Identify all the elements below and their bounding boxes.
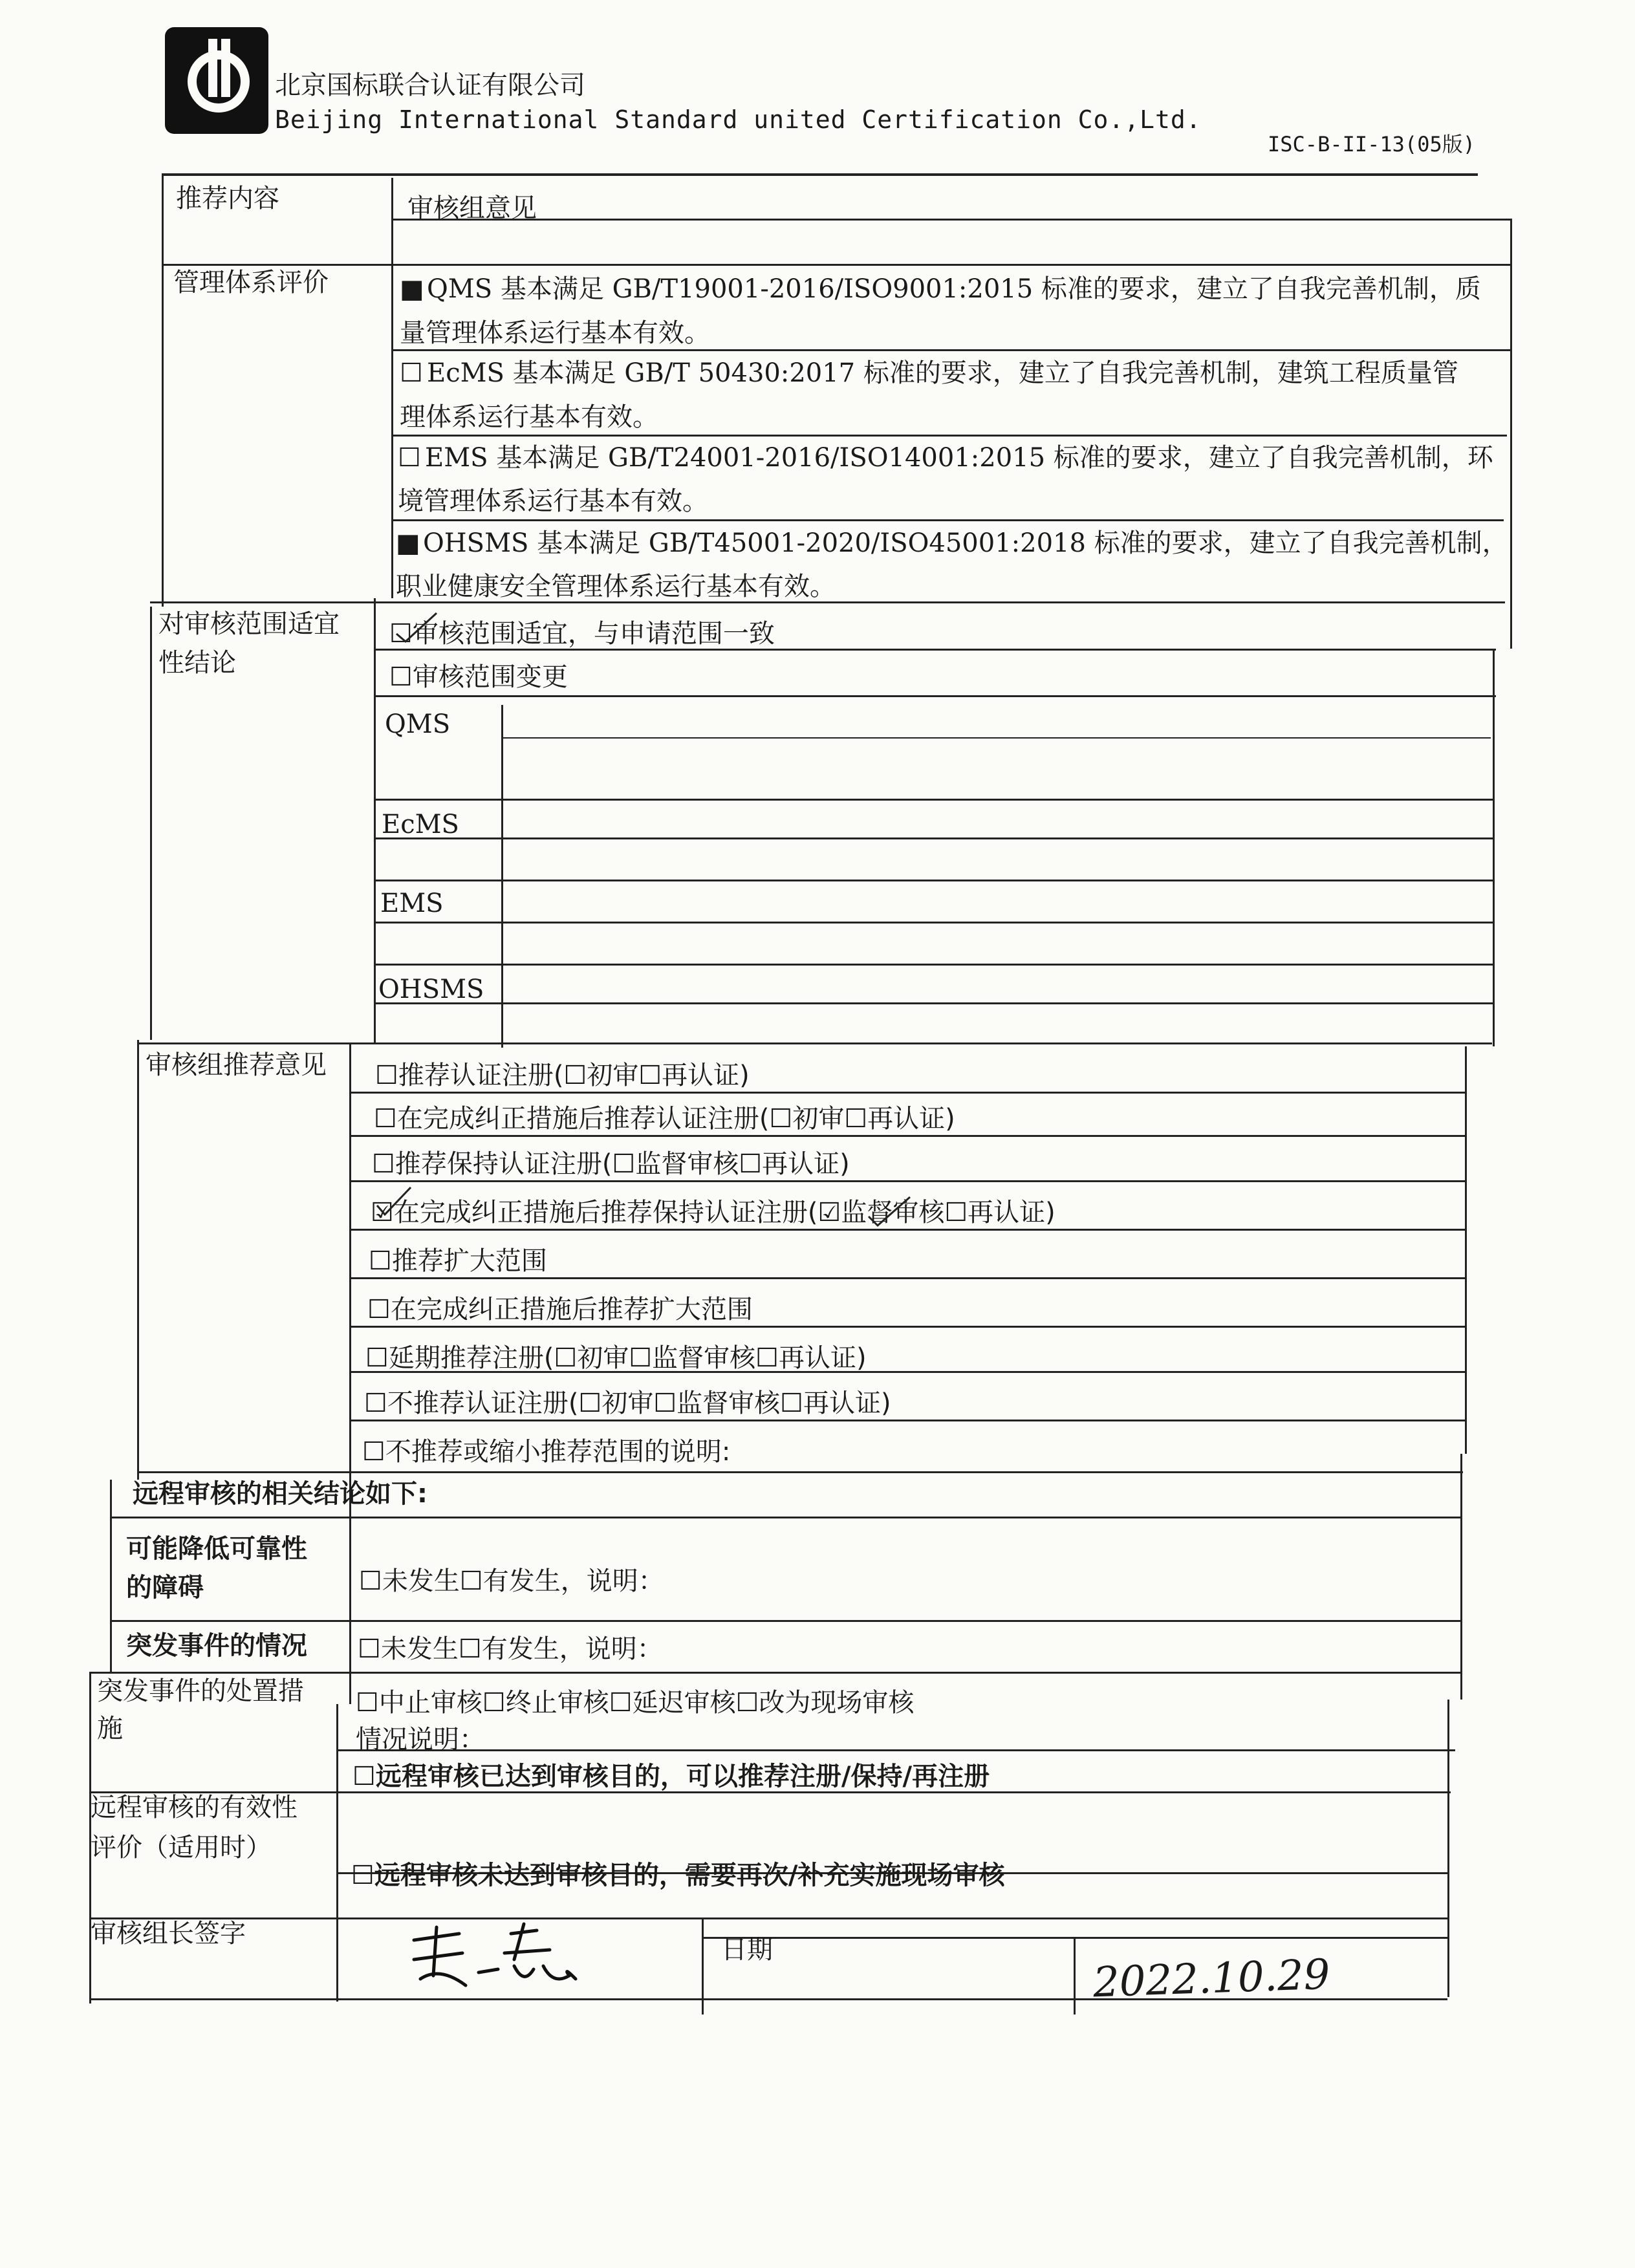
validity-not-achieved-option[interactable]: ☐远程审核未达到审核目的，需要再次/补充实施现场审核: [351, 1861, 1005, 1890]
emergency-value[interactable]: ☐未发生☐有发生，说明：: [358, 1634, 663, 1664]
emergency-label: 突发事件的情况: [126, 1631, 307, 1661]
scope-system-ems: EMS: [380, 889, 444, 918]
qms-checkbox[interactable]: ■: [400, 274, 424, 304]
scope-label-2: 性结论: [158, 648, 236, 678]
validity-achieved-option[interactable]: ☐远程审核已达到审核目的，可以推荐注册/保持/再注册: [352, 1762, 990, 1791]
check-mark-icon: [863, 1193, 915, 1232]
leader-signature: [401, 1914, 595, 2011]
scope-change-option[interactable]: ☐审核范围变更: [389, 662, 568, 692]
recommend-option-7[interactable]: ☐延期推荐注册(☐初审☐监督审核☐再认证): [365, 1343, 867, 1373]
measures-explanation: 情况说明：: [356, 1725, 485, 1755]
reduce-reliability-label-2: 的障碍: [126, 1573, 204, 1603]
mgmt-eval-label: 管理体系评价: [173, 268, 329, 297]
date-label: 日期: [721, 1935, 773, 1965]
measures-options[interactable]: ☐中止审核☐终止审核☐延迟审核☐改为现场审核: [356, 1688, 915, 1718]
qms-eval-text-2: 量管理体系运行基本有效。: [400, 318, 710, 348]
recommend-option-3[interactable]: ☐推荐保持认证注册(☐监督审核☐再认证): [372, 1149, 850, 1179]
header-rule: [162, 173, 1478, 176]
check-mark-icon: [391, 608, 443, 647]
scope-system-ohsms: OHSMS: [378, 975, 484, 1004]
scope-system-ecms: EcMS: [382, 810, 459, 839]
company-name-en: Beijing International Standard united Certification Co.,Ltd.: [275, 105, 1202, 134]
company-name-cn: 北京国标联合认证有限公司: [275, 70, 585, 100]
check-mark-icon: [372, 1183, 417, 1222]
ecms-eval-text: EcMS 基本满足 GB/T 50430:2017 标准的要求，建立了自我完善机制，建筑工程质量管: [427, 358, 1458, 388]
scope-appropriate-option[interactable]: ☐审核范围适宜，与申请范围一致: [389, 619, 775, 649]
ems-eval-text: EMS 基本满足 GB/T24001-2016/ISO14001:2015 标准的要求，建立了自我完善机制，环: [425, 443, 1493, 473]
ohsms-eval-text: OHSMS 基本满足 GB/T45001-2020/ISO45001:2018 标准的要求，建立了自我完善机制，: [423, 528, 1508, 558]
logo-bar-icon: [208, 39, 217, 97]
logo-bar-icon: [221, 39, 230, 97]
validity-label-2: 评价（适用时）: [91, 1833, 272, 1863]
recommend-option-8[interactable]: ☐不推荐认证注册(☐初审☐监督审核☐再认证): [364, 1388, 891, 1418]
ohsms-checkbox[interactable]: ■: [396, 528, 420, 558]
ohsms-eval-text-2: 职业健康安全管理体系运行基本有效。: [396, 572, 836, 601]
document-code: ISC-B-II-13(05版): [1268, 132, 1475, 157]
recommend-option-5[interactable]: ☐推荐扩大范围: [369, 1246, 547, 1276]
reduce-reliability-value[interactable]: ☐未发生☐有发生，说明：: [359, 1566, 664, 1596]
measures-label-2: 施: [97, 1714, 123, 1744]
reduce-reliability-label: 可能降低可靠性: [126, 1534, 307, 1564]
recommend-option-1[interactable]: ☐推荐认证注册(☐初审☐再认证): [375, 1061, 750, 1090]
date-value: 2022.10.29: [1092, 1950, 1331, 2007]
ecms-checkbox[interactable]: ☐: [400, 358, 423, 388]
ems-eval-text-2: 境管理体系运行基本有效。: [398, 486, 708, 516]
validity-label: 远程审核的有效性: [91, 1793, 298, 1822]
scope-system-qms: QMS: [385, 709, 451, 739]
ems-checkbox[interactable]: ☐: [398, 443, 421, 473]
logo-ring-icon: [188, 50, 250, 113]
recommend-option-4[interactable]: ☑在完成纠正措施后推荐保持认证注册(☑监督审核☐再认证): [371, 1198, 1056, 1227]
recommend-option-2[interactable]: ☐在完成纠正措施后推荐认证注册(☐初审☐再认证): [374, 1104, 955, 1134]
scope-label: 对审核范围适宜: [158, 609, 340, 639]
leader-signature-label: 审核组长签字: [91, 1919, 246, 1949]
qms-eval-text: QMS 基本满足 GB/T19001-2016/ISO9001:2015 标准的要求，建立了自我完善机制，质: [427, 274, 1481, 304]
remote-audit-title: 远程审核的相关结论如下:: [133, 1479, 428, 1509]
measures-label: 突发事件的处置措: [97, 1676, 304, 1706]
ecms-eval-text-2: 理体系运行基本有效。: [400, 402, 658, 432]
recommend-option-9[interactable]: ☐不推荐或缩小推荐范围的说明:: [362, 1437, 731, 1467]
col-recommend-header: 推荐内容: [176, 184, 279, 213]
recommend-label: 审核组推荐意见: [146, 1050, 327, 1080]
col-opinion-header: 审核组意见: [407, 193, 537, 223]
recommend-option-6[interactable]: ☐在完成纠正措施后推荐扩大范围: [367, 1295, 753, 1324]
